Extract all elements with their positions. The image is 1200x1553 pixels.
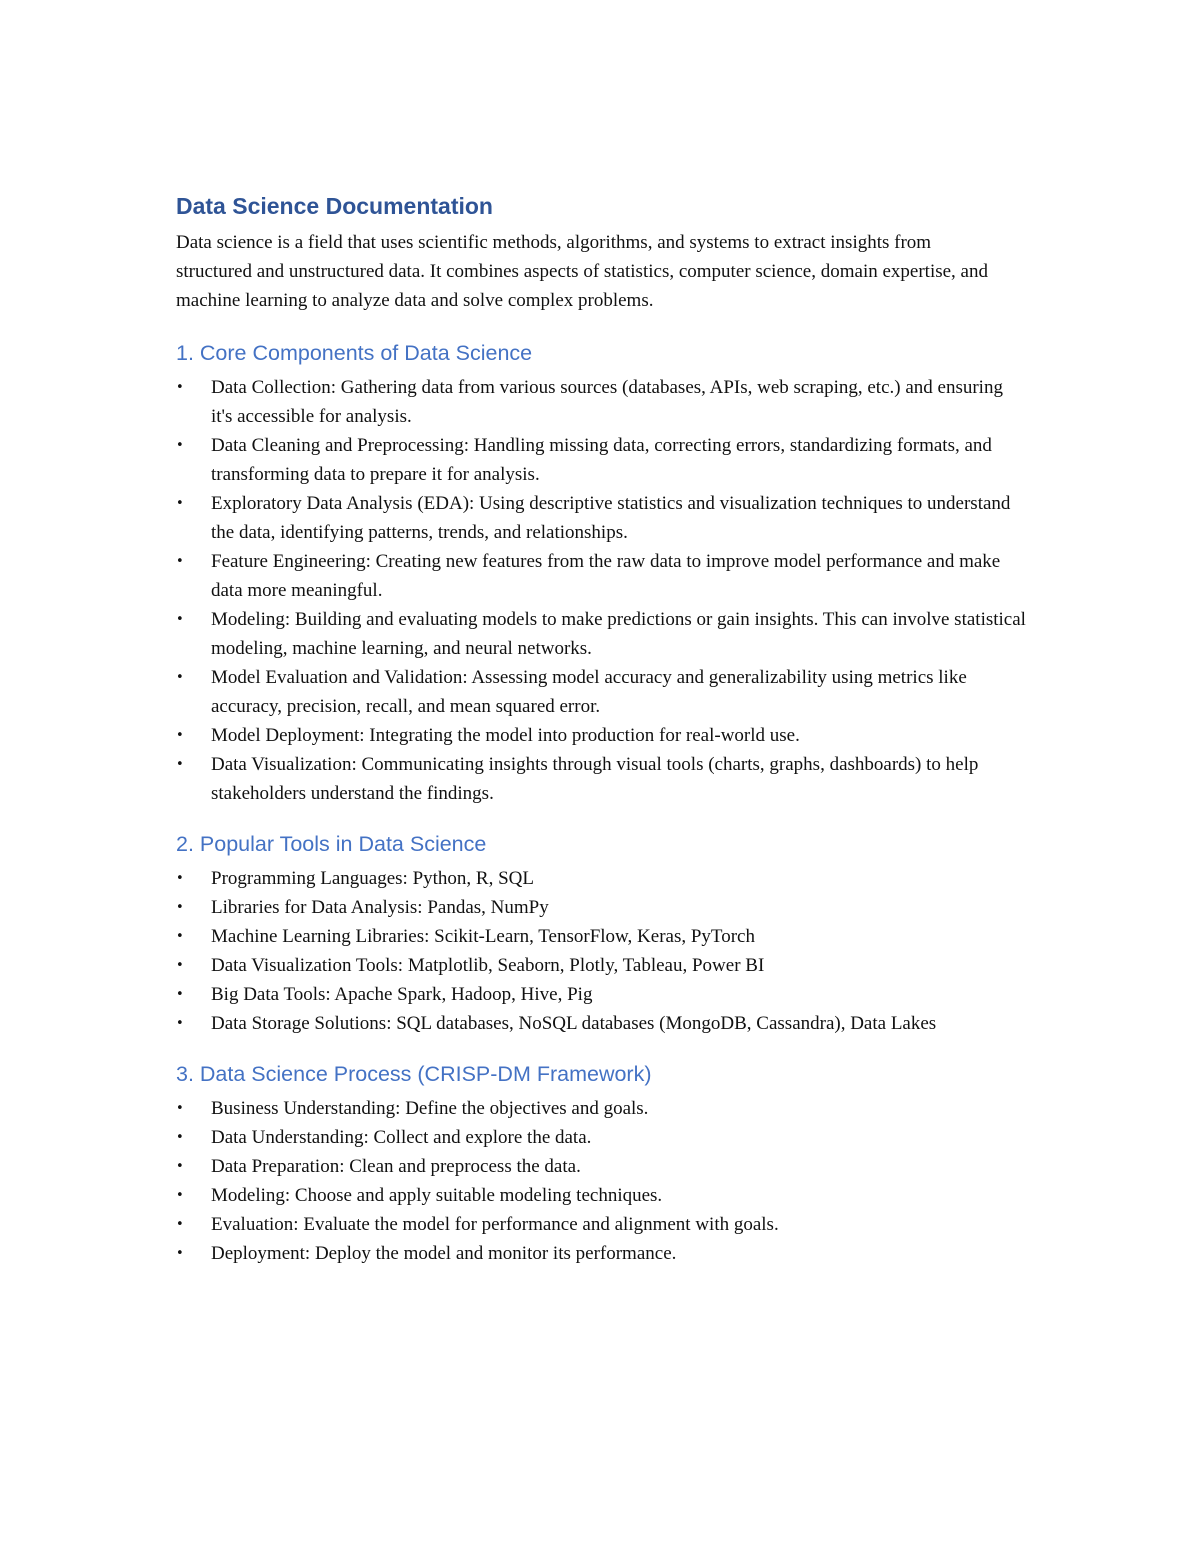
section-heading: 3. Data Science Process (CRISP-DM Framework) — [176, 1062, 652, 1086]
section-popular-tools — [176, 828, 1026, 1038]
list-item — [176, 489, 1026, 547]
list-item — [176, 750, 1026, 808]
list-item-text: Data Preparation: Clean and preprocess the data. — [211, 1156, 581, 1177]
bullet-list — [176, 373, 1026, 808]
list-item-text: Data Collection: Gathering data from various sources (databases, APIs, web scraping, etc.) and ensuring it's accessible for analysis. — [211, 377, 1003, 427]
bullet-icon: • — [176, 871, 184, 886]
bullet-icon: • — [176, 1159, 184, 1174]
list-item-text: Exploratory Data Analysis (EDA): Using descriptive statistics and visualization techniques to understand the data, identifying patterns, trends, and relationships. — [211, 493, 1011, 543]
section-heading: 1. Core Components of Data Science — [176, 341, 533, 365]
list-item — [176, 864, 1026, 893]
bullet-icon: • — [176, 1101, 184, 1116]
bullet-icon: • — [176, 929, 184, 944]
list-item-text: Modeling: Building and evaluating models to make predictions or gain insights. This can involve statistical modeling, machine learning, and neural networks. — [211, 609, 1026, 659]
list-item — [176, 721, 1026, 750]
bullet-icon: • — [176, 670, 184, 685]
document-page — [176, 190, 1026, 1288]
bullet-icon: • — [176, 900, 184, 915]
list-item — [176, 893, 1026, 922]
list-item-text: Feature Engineering: Creating new features from the raw data to improve model performance and make data more meaningful. — [211, 551, 1001, 601]
list-item-text: Data Visualization: Communicating insights through visual tools (charts, graphs, dashboards) to help stakeholders understand the findings. — [211, 754, 979, 804]
intro-paragraph: Data science is a field that uses scientific methods, algorithms, and systems to extract insights from structured and unstructured data. It combines aspects of statistics, computer science, domain expertise, and machine learning to analyze data and solve complex problems. — [176, 232, 988, 311]
document-title: Data Science Documentation — [176, 193, 493, 219]
bullet-icon: • — [176, 380, 184, 395]
list-item-text: Data Cleaning and Preprocessing: Handling missing data, correcting errors, standardizing formats, and transforming data to prepare it for analysis. — [211, 435, 992, 485]
section-core-components — [176, 337, 1026, 808]
list-item — [176, 1123, 1026, 1152]
section-data-science-process — [176, 1058, 1026, 1268]
list-item-text: Model Evaluation and Validation: Assessing model accuracy and generalizability using metrics like accuracy, precision, recall, and mean squared error. — [211, 667, 967, 717]
list-item — [176, 980, 1026, 1009]
list-item — [176, 922, 1026, 951]
bullet-icon: • — [176, 612, 184, 627]
list-item — [176, 1009, 1026, 1038]
bullet-icon: • — [176, 438, 184, 453]
list-item-text: Programming Languages: Python, R, SQL — [211, 868, 534, 889]
bullet-list — [176, 864, 1026, 1038]
list-item-text: Evaluation: Evaluate the model for performance and alignment with goals. — [211, 1214, 779, 1235]
bullet-icon: • — [176, 1217, 184, 1232]
bullet-icon: • — [176, 757, 184, 772]
list-item — [176, 1210, 1026, 1239]
list-item-text: Modeling: Choose and apply suitable modeling techniques. — [211, 1185, 663, 1206]
list-item — [176, 373, 1026, 431]
list-item — [176, 547, 1026, 605]
list-item-text: Big Data Tools: Apache Spark, Hadoop, Hive, Pig — [211, 984, 593, 1005]
section-heading: 2. Popular Tools in Data Science — [176, 832, 487, 856]
list-item-text: Model Deployment: Integrating the model into production for real-world use. — [211, 725, 800, 746]
list-item-text: Data Visualization Tools: Matplotlib, Seaborn, Plotly, Tableau, Power BI — [211, 955, 765, 976]
bullet-list — [176, 1094, 1026, 1268]
bullet-icon: • — [176, 958, 184, 973]
list-item-text: Business Understanding: Define the objectives and goals. — [211, 1098, 649, 1119]
list-item — [176, 431, 1026, 489]
bullet-icon: • — [176, 1016, 184, 1031]
bullet-icon: • — [176, 554, 184, 569]
list-item — [176, 1152, 1026, 1181]
list-item-text: Deployment: Deploy the model and monitor its performance. — [211, 1243, 677, 1264]
list-item-text: Libraries for Data Analysis: Pandas, NumPy — [211, 897, 549, 918]
bullet-icon: • — [176, 1246, 184, 1261]
list-item — [176, 1094, 1026, 1123]
bullet-icon: • — [176, 728, 184, 743]
list-item-text: Data Storage Solutions: SQL databases, NoSQL databases (MongoDB, Cassandra), Data Lakes — [211, 1013, 937, 1034]
bullet-icon: • — [176, 1130, 184, 1145]
list-item — [176, 1181, 1026, 1210]
list-item-text: Data Understanding: Collect and explore the data. — [211, 1127, 592, 1148]
list-item — [176, 663, 1026, 721]
list-item — [176, 1239, 1026, 1268]
list-item-text: Machine Learning Libraries: Scikit-Learn, TensorFlow, Keras, PyTorch — [211, 926, 755, 947]
bullet-icon: • — [176, 496, 184, 511]
bullet-icon: • — [176, 987, 184, 1002]
list-item — [176, 605, 1026, 663]
bullet-icon: • — [176, 1188, 184, 1203]
list-item — [176, 951, 1026, 980]
